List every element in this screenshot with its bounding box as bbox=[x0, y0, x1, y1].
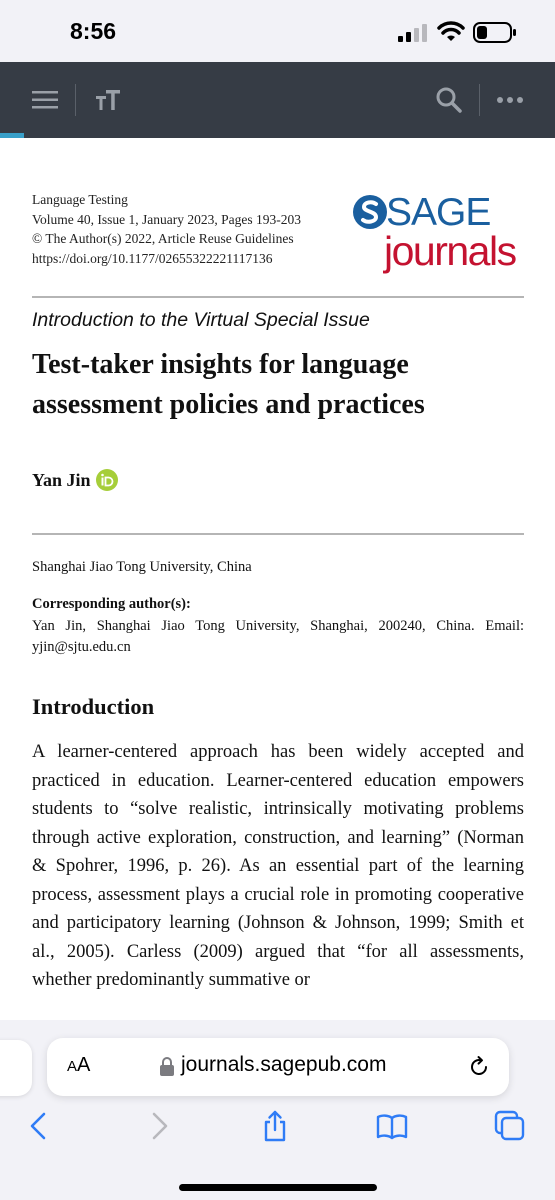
article-meta bbox=[32, 190, 301, 268]
article-title: Test-taker insights for language assessment policies and practices bbox=[32, 349, 425, 420]
sage-journals-logo bbox=[352, 190, 527, 280]
menu-icon[interactable] bbox=[32, 90, 58, 110]
section-heading-introduction: Introduction bbox=[32, 694, 155, 719]
lock-icon bbox=[159, 1056, 175, 1077]
reload-icon[interactable] bbox=[467, 1055, 491, 1079]
wifi-icon bbox=[437, 21, 465, 43]
status-bar bbox=[0, 0, 555, 62]
copyright-line[interactable]: © The Author(s) 2022, Article Reuse Guidelines bbox=[32, 231, 294, 246]
header-divider bbox=[32, 296, 524, 298]
affiliation: Shanghai Jiao Tong University, China bbox=[32, 559, 252, 575]
logo-journals-text: journals bbox=[384, 228, 516, 274]
bookmarks-icon[interactable] bbox=[376, 1110, 408, 1142]
orcid-icon[interactable] bbox=[95, 468, 119, 492]
share-icon[interactable] bbox=[259, 1110, 291, 1142]
doi-link[interactable]: https://doi.org/10.1177/02655322221117136 bbox=[32, 250, 273, 266]
author-divider bbox=[32, 533, 524, 535]
article-type: Introduction to the Virtual Special Issue bbox=[32, 309, 370, 331]
browser-bottom-bar bbox=[0, 1020, 555, 1200]
author-name[interactable]: Yan Jin bbox=[32, 469, 91, 490]
status-time: 8:56 bbox=[70, 18, 117, 44]
previous-tab-preview[interactable] bbox=[0, 1040, 32, 1096]
more-icon[interactable] bbox=[496, 96, 524, 104]
corresponding-author-label: Corresponding author(s): bbox=[32, 596, 191, 612]
toolbar-divider bbox=[75, 84, 76, 116]
url-text[interactable]: journals.sagepub.com bbox=[181, 1053, 387, 1076]
journal-name: Language Testing bbox=[32, 192, 128, 207]
aa-small: A bbox=[67, 1058, 78, 1075]
toolbar-divider bbox=[479, 84, 480, 116]
cellular-signal-icon bbox=[398, 24, 430, 42]
aa-large: A bbox=[77, 1054, 91, 1076]
battery-icon bbox=[473, 22, 517, 43]
address-bar[interactable] bbox=[47, 1038, 509, 1096]
corresponding-author-details: Yan Jin, Shanghai Jiao Tong University, Shanghai, 200240, China. Email: yjin@sjtu.edu.cn bbox=[32, 618, 524, 655]
home-indicator bbox=[179, 1184, 377, 1191]
introduction-paragraph: A learner-centered approach has been widely accepted and practiced in education. Learner-centered education empowers students to “solve realistic, intrinsically motivating problems through active exploration, construction, and learning” (Norman & Spohrer, 1996, p. 26). As an essential part of the learning process, assessment plays a crucial role in promoting cooperative and participatory learning (Johnson & Johnson, 1999; Smith et al., 2005). Carless (2009) argued that “for all assessments, whether predominantly summative or bbox=[32, 742, 524, 990]
search-icon[interactable] bbox=[435, 86, 463, 114]
tabs-icon[interactable] bbox=[494, 1110, 526, 1142]
author-row bbox=[32, 467, 119, 493]
logo-sage-text: SAGE bbox=[386, 191, 491, 234]
page-settings-button[interactable] bbox=[67, 1054, 90, 1077]
back-icon[interactable] bbox=[24, 1110, 56, 1142]
sage-s-icon bbox=[352, 194, 388, 230]
forward-icon[interactable] bbox=[144, 1110, 176, 1142]
reader-toolbar bbox=[0, 62, 555, 138]
text-size-icon[interactable] bbox=[94, 86, 122, 114]
issue-info: Volume 40, Issue 1, January 2023, Pages 193-203 bbox=[32, 211, 301, 227]
article bbox=[0, 138, 555, 1038]
